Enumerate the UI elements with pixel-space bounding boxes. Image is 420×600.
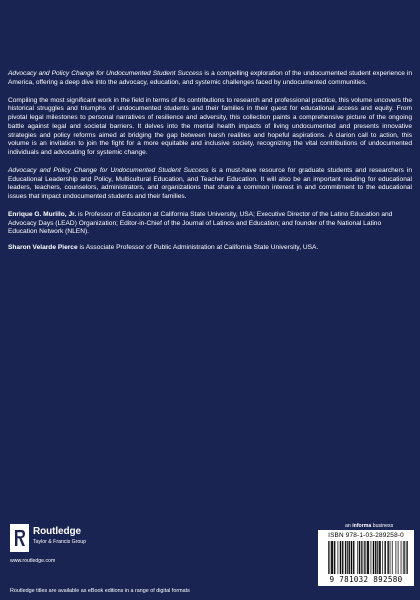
barcode-bar (332, 541, 333, 574)
barcode-bar (349, 541, 350, 574)
isbn-barcode (318, 530, 414, 586)
barcode-bar (374, 541, 375, 574)
barcode-bar (359, 541, 360, 574)
author-bio-1: Enrique G. Murillo, Jr. is Professor of Education at California State University, USA; Executive Director of the Latino Education and Advocacy Days (LEAD) Organization; Editor-in-Chief of the Journal of Latinos and Education; and founder of the National Latino Education Network (NLEN). (8, 210, 393, 236)
description-paragraph-3: Advocacy and Policy Change for Undocumented Student Success is a must-have resource for graduate students and researchers in Educational Leadership and Policy, Multicultural Education, and Teacher Education. It will also be an important reading for educational leaders, teachers, counselors, administrators, and organizations that share a common interest in and commitment to the educational issues that impact undocumented students and their families. (8, 166, 412, 201)
barcode-bar (343, 541, 344, 574)
barcode-bar (367, 541, 368, 574)
barcode-bar (346, 541, 347, 574)
barcode-bar (331, 541, 332, 574)
barcode-bar (362, 541, 363, 574)
barcode-bar (342, 541, 343, 574)
barcode-bar (364, 541, 365, 574)
barcode-bar (349, 541, 350, 574)
barcode-bar (377, 541, 378, 574)
author-name: Enrique G. Murillo, Jr. (8, 210, 77, 218)
barcode-bar (380, 541, 381, 574)
barcode-bar (353, 541, 354, 574)
barcode-bar (385, 541, 386, 574)
barcode-bar (329, 541, 330, 574)
barcode-bar (351, 541, 352, 574)
barcode-bar (403, 541, 404, 574)
book-title-italic: Advocacy and Policy Change for Undocumented Student Success (8, 166, 209, 174)
barcode-bar (390, 541, 391, 574)
barcode-bar (396, 541, 397, 574)
barcode-bar (357, 541, 358, 574)
publisher-subtitle: Taylor & Francis Group (33, 539, 87, 545)
barcode-bar (351, 541, 352, 574)
routledge-r-icon (10, 524, 29, 552)
barcode-bars (328, 541, 408, 574)
barcode-bar (404, 541, 405, 574)
barcode-bar (406, 541, 407, 574)
routledge-logo (10, 524, 122, 566)
barcode-bar (335, 541, 336, 574)
publisher-url[interactable]: www.routledge.com (10, 558, 56, 564)
publisher-name: Routledge (33, 526, 81, 537)
ebook-availability-note: Routledge titles are available as eBook editions in a range of digital formats (10, 588, 190, 594)
barcode-bar (332, 541, 333, 574)
barcode-bar (401, 541, 402, 574)
barcode-bar (398, 541, 399, 574)
barcode-bar (375, 541, 376, 574)
barcode-bar (354, 541, 355, 574)
barcode-bar (387, 541, 388, 574)
barcode-bar (407, 541, 408, 574)
barcode-bar (371, 541, 372, 574)
barcode-bar (368, 541, 369, 574)
book-title-italic: Advocacy and Policy Change for Undocumented Student Success (8, 70, 203, 77)
barcode-bar (368, 541, 369, 574)
description-paragraph-2: Compiling the most significant work in the field in terms of its contributions to research and professional practice, this volume uncovers the historical struggles and triumphs of undocumented students and their families in their quest for educational access and equity. From pivotal legal milestones to personal narratives of resilience and adversity, this collection paints a comprehensive picture of the ongoing battle against legal and societal barriers. It delves into the mental health impacts of living undocumented and presents innovative strategies and policy reforms aimed at bridging the gap between harsh realities and hopeful aspirations. A clarion call to action, this volume is an invitation to join the fight for a more equitable and inclusive society, recognizing the vital contributions of undocumented individuals and advocating for systemic change. (8, 96, 412, 157)
barcode-bar (382, 541, 383, 574)
barcode-bar (376, 541, 377, 574)
barcode-bar (347, 541, 348, 574)
barcode-bar (365, 541, 366, 574)
barcode-bar (385, 541, 386, 574)
barcode-bar (338, 541, 339, 574)
barcode-bar (379, 541, 380, 574)
description-paragraph-1: Advocacy and Policy Change for Undocumented Student Success is a compelling exploration of the undocumented student experience in America, offering a deep dive into the advocacy, education, and systemic challenges faced by undocumented communities. (8, 70, 412, 86)
barcode-bar (379, 541, 380, 574)
barcode-bar (340, 541, 341, 574)
barcode-digits: 9 781032 892580 (329, 575, 403, 584)
barcode-bar (361, 541, 362, 574)
barcode-bar (345, 541, 346, 574)
informa-business-label: an informa business (345, 523, 394, 529)
barcode-bar (328, 541, 329, 574)
barcode-bar (334, 541, 335, 574)
barcode-bar (360, 541, 361, 574)
isbn-label: ISBN 978-1-03-289258-0 (328, 532, 404, 539)
author-bio-2: Sharon Velarde Pierce is Associate Professor of Public Administration at California State University, USA. (8, 244, 319, 252)
barcode-bar (340, 541, 341, 574)
barcode-bar (388, 541, 389, 574)
barcode-bar (373, 541, 374, 574)
description-block (8, 70, 412, 260)
barcode-bar (392, 541, 393, 574)
author-name: Sharon Velarde Pierce (8, 244, 78, 252)
